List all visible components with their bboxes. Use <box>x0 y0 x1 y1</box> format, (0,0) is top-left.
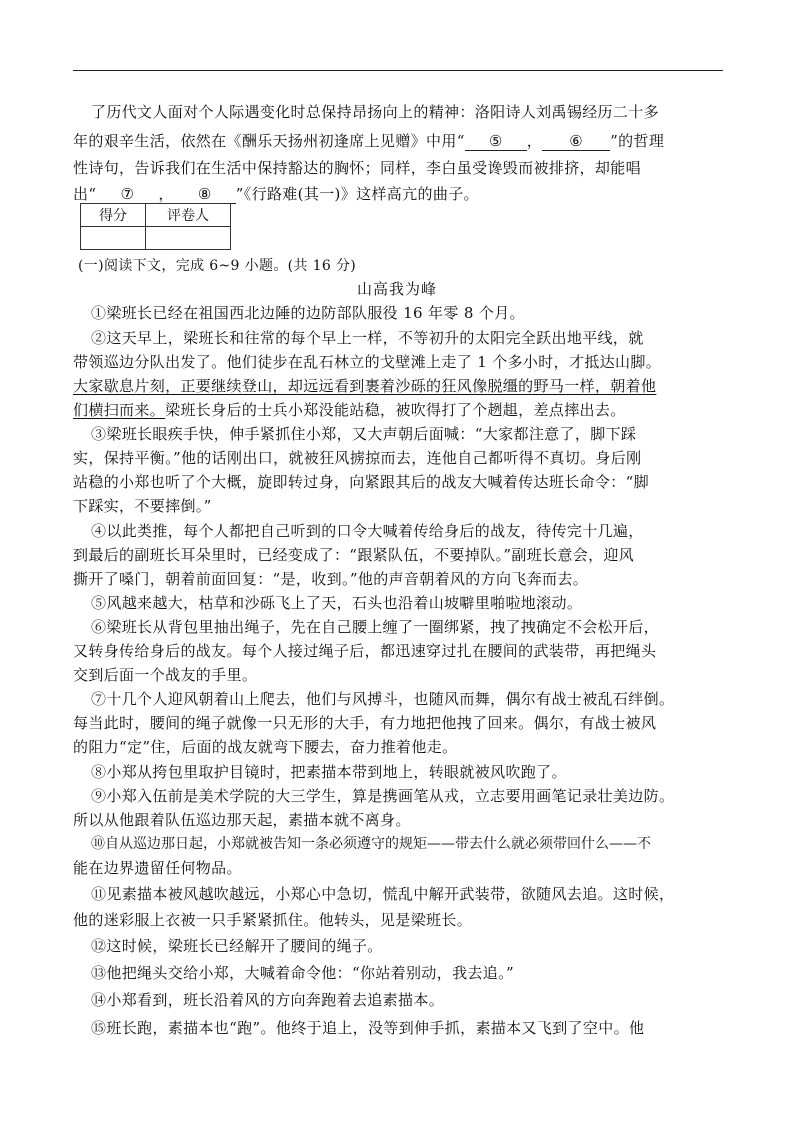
header-rule <box>73 70 723 71</box>
intro-line-2-text-a: 年的艰辛生活，依然在《酬乐天扬州初逢席上见赠》中用“ <box>73 132 465 150</box>
intro-line-3: 性诗句，告诉我们在生活中保持豁达的胸怀；同样，李白虽受谗毁而被排挤，却能唱 <box>73 159 641 177</box>
paragraph-6-line-3: 交到后面一个战友的手里。 <box>73 666 258 684</box>
paragraph-5: ⑤风越来越大，枯草和沙砾飞上了天，石头也沿着山坡噼里啪啦地滚动。 <box>91 594 583 612</box>
paragraph-3-line-1: ③梁班长眼疾手快，伸手紧抓住小郑，又大声朝后面喊：“大家都注意了，脚下踩 <box>91 425 637 443</box>
paragraph-7-line-2: 每当此时，腰间的绳子就像一只无形的大手，有力地把他拽了回来。偶尔，有战士被风 <box>73 714 657 732</box>
paragraph-13: ⑬他把绳头交给小郑，大喊着命令他：“你站着别动，我去追。” <box>91 964 514 982</box>
paragraph-2-line-1: ②这天早上，梁班长和往常的每个早上一样，不等初升的太阳完全跃出地平线，就 <box>91 329 644 347</box>
section-instruction: (一)阅读下文，完成 6~9 小题。(共 16 分) <box>78 258 357 274</box>
intro-line-2-text-b: ”的哲理 <box>610 132 665 150</box>
paragraph-14: ⑭小郑看到，班长沿着风的方向奔跑着去追素描本。 <box>91 991 445 1009</box>
paragraph-11-line-2: 他的迷彩服上衣被一只手紧紧抓住。他转头，见是梁班长。 <box>73 911 473 929</box>
grader-label: 评卷人 <box>146 204 231 227</box>
paragraph-2-line-4-rest: 梁班长身后的士兵小郑没能站稳，被吹得打了个趔趄，差点摔出去。 <box>165 401 626 419</box>
intro-line-4-text-b: ”《行路难(其一)》这样高亢的曲子。 <box>235 185 479 203</box>
blank-5[interactable]: ⑤ <box>465 133 527 151</box>
paragraph-3-line-2: 实，保持平衡。”他的话刚出口，就被狂风掳掠而去，连他自己都听得不真切。身后刚 <box>73 449 642 467</box>
paragraph-8: ⑧小郑从挎包里取护目镜时，把素描本带到地上，转眼就被风吹跑了。 <box>91 763 567 781</box>
paragraph-2-underlined-sentence: 大家歇息片刻，正要继续登山，却远远看到裹着沙砾的狂风像脱缰的野马一样，朝着他 <box>73 377 657 395</box>
intro-line-2 <box>73 131 664 151</box>
blank-separator: ， <box>158 185 174 203</box>
paragraph-9-line-2: 所以从他跟着队伍巡边那天起，素描本就不离身。 <box>73 811 411 829</box>
blank-7[interactable]: ⑦ <box>96 186 158 204</box>
paragraph-1: ①梁班长已经在祖国西北边陲的边防部队服役 16 年零 8 个月。 <box>91 304 525 322</box>
paragraph-6-line-1: ⑥梁班长从背包里抽出绳子，先在自己腰上缠了一圈绑紧，拽了拽确定不会松开后， <box>91 618 659 636</box>
blank-separator: ， <box>526 132 543 150</box>
score-table <box>80 203 231 250</box>
intro-line-1: 了历代文人面对个人际遇变化时总保持昂扬向上的精神：洛阳诗人刘禹锡经历二十多 <box>91 103 659 121</box>
paragraph-7-line-1: ⑦十几个人迎风朝着山上爬去，他们与风搏斗，也随风而舞，偶尔有战士被乱石绊倒。 <box>91 690 675 708</box>
paragraph-10-line-2: 能在边界遗留任何物品。 <box>73 859 242 877</box>
blank-6[interactable]: ⑥ <box>542 133 610 151</box>
intro-line-4-text-a: 出“ <box>73 185 97 203</box>
paragraph-2-line-4 <box>73 400 626 420</box>
paragraph-3-line-3: 站稳的小郑也听了个大概，旋即转过身，向紧跟其后的战友大喊着传达班长命令：“脚 <box>73 473 649 491</box>
paragraph-2-line-2: 带领巡边分队出发了。他们徒步在乱石林立的戈壁滩上走了 1 个多小时，才抵达山脚。 <box>73 353 662 371</box>
paragraph-12: ⑫这时候，梁班长已经解开了腰间的绳子。 <box>91 937 383 955</box>
score-cell[interactable] <box>81 227 146 250</box>
paragraph-4-line-1: ④以此类推，每个人都把自己听到的口令大喊着传给身后的战友，待传完十几遍， <box>91 522 644 540</box>
paragraph-11-line-1: ⑪见素描本被风越吹越远，小郑心中急切，慌乱中解开武装带，欲随风去追。这时候， <box>91 885 675 903</box>
score-label: 得分 <box>81 204 146 227</box>
article-title: 山高我为峰 <box>356 280 437 298</box>
paragraph-7-line-3: 的阻力“定”住，后面的战友就弯下腰去，奋力推着他走。 <box>73 738 458 756</box>
paragraph-4-line-2: 到最后的副班长耳朵里时，已经变成了：“跟紧队伍，不要掉队。”副班长意会，迎风 <box>73 546 635 564</box>
paragraph-10-line-1: ⑩自从巡边那日起，小郑就被告知一条必须遵守的规矩——带去什么就必须带回什么——不 <box>91 836 651 852</box>
paragraph-9-line-1: ⑨小郑入伍前是美术学院的大三学生，算是携画笔从戎，立志要用画笔记录壮美边防。 <box>91 787 675 805</box>
paragraph-3-line-4: 下踩实，不要摔倒。” <box>73 497 212 515</box>
paragraph-15: ⑮班长跑，素描本也“跑”。他终于追上，没等到伸手抓，素描本又飞到了空中。他 <box>91 1019 645 1037</box>
paragraph-4-line-3: 撕开了嗓门，朝着前面回复：“是，收到。”他的声音朝着风的方向飞奔而去。 <box>73 570 589 588</box>
intro-line-4 <box>73 184 479 204</box>
grader-cell[interactable] <box>146 227 231 250</box>
paragraph-6-line-2: 又转身传给身后的战友。每个人接过绳子后，都迅速穿过扎在腰间的武装带，再把绳头 <box>73 642 657 660</box>
underlined-fragment: 们横扫而来。 <box>73 401 166 419</box>
blank-8[interactable]: ⑧ <box>174 186 236 204</box>
